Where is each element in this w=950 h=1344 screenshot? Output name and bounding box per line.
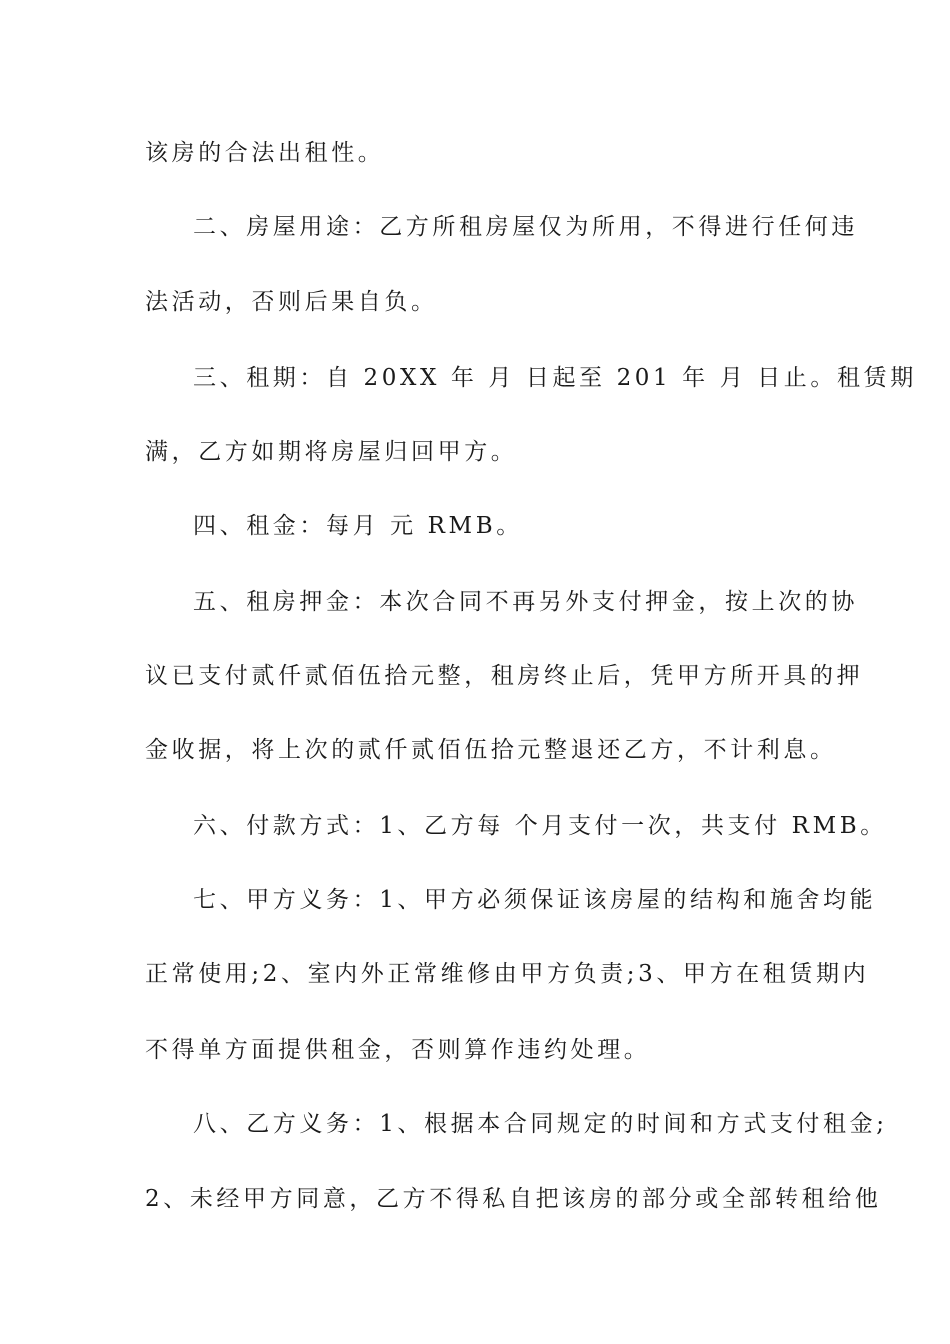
text-line: 金收据，将上次的贰仟贰佰伍拾元整退还乙方，不计利息。: [145, 737, 837, 763]
text-line: 议已支付贰仟贰佰伍拾元整，租房终止后，凭甲方所开具的押: [145, 663, 864, 689]
paragraph-3-line: 三、租期：自 20XX 年 月 日起至 201 年 月 日止。租赁期: [193, 365, 917, 391]
paragraph-4-line: 四、租金：每月 元 RMB。: [193, 513, 523, 539]
text-line: 不得单方面提供租金，否则算作违约处理。: [145, 1037, 651, 1063]
text-line: 该房的合法出租性。: [145, 140, 385, 166]
paragraph-5-line: 五、租房押金：本次合同不再另外支付押金，按上次的协: [193, 589, 858, 615]
paragraph-8-line: 八、乙方义务：1、根据本合同规定的时间和方式支付租金;: [193, 1111, 888, 1137]
text-line: 正常使用;2、室内外正常维修由甲方负责;3、甲方在租赁期内: [145, 961, 870, 987]
paragraph-6-line: 六、付款方式：1、乙方每 个月支付一次，共支付 RMB。: [193, 813, 887, 839]
paragraph-2-line: 二、房屋用途：乙方所租房屋仅为所用，不得进行任何违: [193, 214, 858, 240]
paragraph-7-line: 七、甲方义务：1、甲方必须保证该房屋的结构和施舍均能: [193, 887, 877, 913]
text-line: 满，乙方如期将房屋归回甲方。: [145, 439, 518, 465]
text-line: 法活动，否则后果自负。: [145, 289, 438, 315]
text-line: 2、未经甲方同意，乙方不得私自把该房的部分或全部转租给他: [145, 1186, 882, 1212]
